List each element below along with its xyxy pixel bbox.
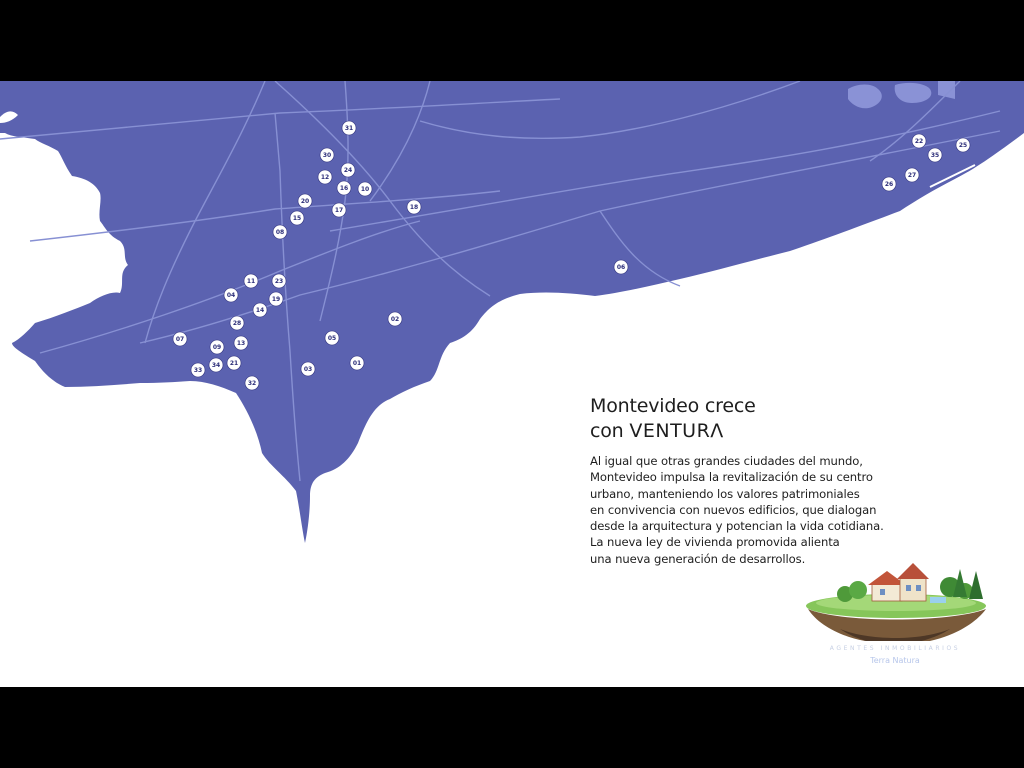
marker-label: 33 bbox=[193, 367, 203, 374]
marker-label: 19 bbox=[271, 296, 281, 303]
caption-title bbox=[590, 394, 920, 444]
marker-label: 32 bbox=[247, 380, 257, 387]
marker-label: 21 bbox=[229, 360, 239, 367]
marker-label: 02 bbox=[390, 316, 400, 323]
map-marker-06[interactable] bbox=[614, 260, 628, 274]
map-marker-09[interactable] bbox=[210, 340, 224, 354]
marker-label: 28 bbox=[232, 320, 242, 327]
marker-label: 35 bbox=[930, 152, 940, 159]
map-marker-07[interactable] bbox=[173, 332, 187, 346]
map-marker-30[interactable] bbox=[320, 148, 334, 162]
marker-label: 04 bbox=[226, 292, 236, 299]
marker-label: 25 bbox=[958, 142, 968, 149]
body-line: urbano, manteniendo los valores patrimoniales bbox=[590, 486, 860, 501]
map-marker-18[interactable] bbox=[407, 200, 421, 214]
marker-label: 24 bbox=[343, 167, 353, 174]
marker-label: 06 bbox=[616, 264, 626, 271]
map-marker-04[interactable] bbox=[224, 288, 238, 302]
map-marker-15[interactable] bbox=[290, 211, 304, 225]
watermark-sub-text: Terra Natura bbox=[870, 656, 920, 665]
map-marker-34[interactable] bbox=[209, 358, 223, 372]
floating-island-icon bbox=[800, 511, 990, 641]
map-marker-02[interactable] bbox=[388, 312, 402, 326]
body-line: en convivencia con nuevos edificios, que dialogan bbox=[590, 502, 877, 517]
map-frame bbox=[0, 81, 1024, 687]
map-marker-31[interactable] bbox=[342, 121, 356, 135]
map-marker-32[interactable] bbox=[245, 376, 259, 390]
map-marker-21[interactable] bbox=[227, 356, 241, 370]
marker-label: 14 bbox=[255, 307, 265, 314]
map-marker-12[interactable] bbox=[318, 170, 332, 184]
body-line: desde la arquitectura y potencian la vida cotidiana. bbox=[590, 519, 884, 534]
map-marker-16[interactable] bbox=[337, 181, 351, 195]
marker-label: 11 bbox=[246, 278, 256, 285]
title-line-2-prefix: con bbox=[590, 420, 630, 442]
marker-label: 08 bbox=[275, 229, 285, 236]
map-marker-11[interactable] bbox=[244, 274, 258, 288]
map-marker-17[interactable] bbox=[332, 203, 346, 217]
map-marker-13[interactable] bbox=[234, 336, 248, 350]
marker-label: 05 bbox=[327, 335, 337, 342]
marker-label: 13 bbox=[236, 340, 246, 347]
map-marker-20[interactable] bbox=[298, 194, 312, 208]
body-line: Montevideo impulsa la revitalización de su centro bbox=[590, 470, 873, 485]
marker-label: 20 bbox=[300, 198, 310, 205]
map-marker-33[interactable] bbox=[191, 363, 205, 377]
marker-label: 27 bbox=[907, 172, 917, 179]
map-marker-14[interactable] bbox=[253, 303, 267, 317]
map-marker-05[interactable] bbox=[325, 331, 339, 345]
marker-label: 10 bbox=[360, 186, 370, 193]
map-marker-23[interactable] bbox=[272, 274, 286, 288]
watermark-brand-text: AGENTES INMOBILIARIOS bbox=[829, 645, 961, 652]
marker-label: 22 bbox=[914, 138, 924, 145]
map-marker-27[interactable] bbox=[905, 168, 919, 182]
map-marker-26[interactable] bbox=[882, 177, 896, 191]
marker-label: 16 bbox=[339, 185, 349, 192]
map-marker-35[interactable] bbox=[928, 148, 942, 162]
marker-label: 17 bbox=[334, 207, 344, 214]
body-line: Al igual que otras grandes ciudades del mundo, bbox=[590, 454, 863, 468]
map-marker-19[interactable] bbox=[269, 292, 283, 306]
marker-label: 34 bbox=[211, 362, 221, 369]
marker-label: 26 bbox=[884, 181, 894, 188]
map-marker-25[interactable] bbox=[956, 138, 970, 152]
marker-label: 12 bbox=[320, 174, 330, 181]
body-line: una nueva generación de desarrollos. bbox=[590, 551, 806, 566]
marker-label: 01 bbox=[352, 360, 362, 367]
marker-label: 18 bbox=[409, 204, 419, 211]
marker-label: 23 bbox=[274, 278, 284, 285]
marker-label: 07 bbox=[175, 336, 185, 343]
marker-label: 30 bbox=[322, 152, 332, 159]
map-marker-10[interactable] bbox=[358, 182, 372, 196]
marker-label: 03 bbox=[303, 366, 313, 373]
map-marker-03[interactable] bbox=[301, 362, 315, 376]
map-marker-24[interactable] bbox=[341, 163, 355, 177]
watermark-logo bbox=[800, 511, 990, 671]
brand-name: VENTURΛ bbox=[629, 420, 724, 442]
map-marker-01[interactable] bbox=[350, 356, 364, 370]
marker-label: 31 bbox=[344, 125, 354, 132]
map-marker-08[interactable] bbox=[273, 225, 287, 239]
map-marker-22[interactable] bbox=[912, 134, 926, 148]
map-marker-28[interactable] bbox=[230, 316, 244, 330]
marker-label: 09 bbox=[212, 344, 222, 351]
marker-label: 15 bbox=[292, 215, 302, 222]
title-line-1: Montevideo crece bbox=[590, 395, 756, 417]
body-line: La nueva ley de vivienda promovida alienta bbox=[590, 535, 840, 550]
